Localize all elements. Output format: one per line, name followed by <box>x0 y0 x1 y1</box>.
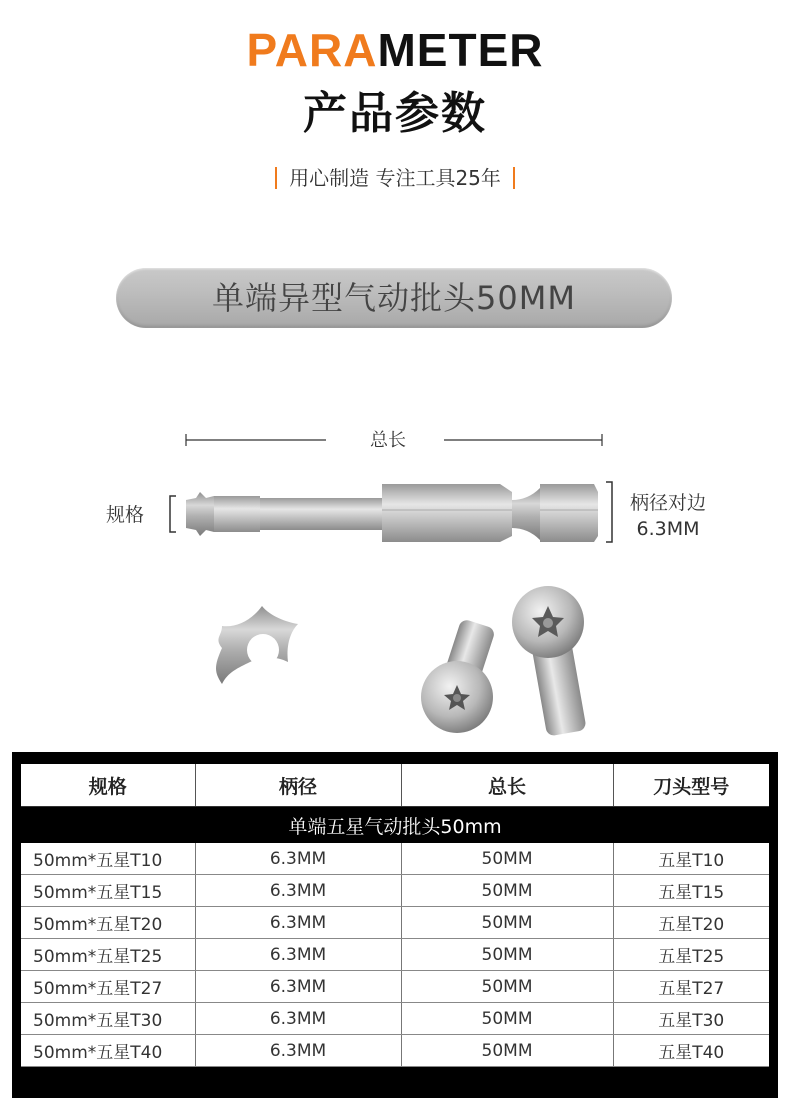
cell-shank: 6.3MM <box>195 939 401 971</box>
total-length-label: 总长 <box>370 430 406 451</box>
header-bit-model: 刀头型号 <box>613 764 769 807</box>
header-spec: 规格 <box>21 764 195 807</box>
cell-model: 五星T40 <box>613 1035 769 1067</box>
shank-label-line2: 6.3MM <box>636 518 700 540</box>
cell-spec: 50mm*五星T27 <box>21 971 195 1003</box>
product-diagram <box>0 400 790 740</box>
table-row <box>21 843 769 875</box>
product-name-banner: 单端异型气动批头50MM <box>116 268 672 328</box>
table-row <box>21 971 769 1003</box>
cell-model: 五星T27 <box>613 971 769 1003</box>
title-en-black: METER <box>377 24 544 76</box>
cell-length: 50MM <box>401 1003 613 1035</box>
cell-shank: 6.3MM <box>195 1003 401 1035</box>
cell-shank: 6.3MM <box>195 907 401 939</box>
cell-length: 50MM <box>401 907 613 939</box>
table-row <box>21 907 769 939</box>
cell-spec: 50mm*五星T15 <box>21 875 195 907</box>
header-total-length: 总长 <box>401 764 613 807</box>
slogan-right-bar <box>513 167 515 189</box>
cell-length: 50MM <box>401 875 613 907</box>
spec-table <box>21 764 769 1067</box>
shank-bracket <box>606 482 612 542</box>
slogan-left-bar <box>275 167 277 189</box>
cell-shank: 6.3MM <box>195 971 401 1003</box>
cell-length: 50MM <box>401 939 613 971</box>
torx-screws-image <box>421 586 587 737</box>
parameter-title <box>0 24 790 76</box>
slogan-text: 用心制造 专注工具25年 <box>289 166 501 190</box>
table-row <box>21 1035 769 1067</box>
cell-spec: 50mm*五星T25 <box>21 939 195 971</box>
header-shank: 柄径 <box>195 764 401 807</box>
cell-spec: 50mm*五星T40 <box>21 1035 195 1067</box>
table-group-row <box>21 807 769 844</box>
cell-shank: 6.3MM <box>195 875 401 907</box>
cell-model: 五星T25 <box>613 939 769 971</box>
spec-table-frame <box>12 752 778 1098</box>
cell-length: 50MM <box>401 1035 613 1067</box>
table-row <box>21 1003 769 1035</box>
cell-length: 50MM <box>401 843 613 875</box>
slogan <box>0 160 790 196</box>
spec-bracket <box>170 496 176 532</box>
cell-model: 五星T10 <box>613 843 769 875</box>
cell-shank: 6.3MM <box>195 843 401 875</box>
torx-star-image <box>216 606 298 684</box>
shank-label-line1: 柄径对边 <box>630 492 707 514</box>
cell-spec: 50mm*五星T10 <box>21 843 195 875</box>
shank-label <box>630 490 706 542</box>
cell-model: 五星T15 <box>613 875 769 907</box>
cell-length: 50MM <box>401 971 613 1003</box>
product-params-title: 产品参数 <box>303 88 487 139</box>
spec-label: 规格 <box>106 504 145 526</box>
cell-model: 五星T20 <box>613 907 769 939</box>
cell-spec: 50mm*五星T30 <box>21 1003 195 1035</box>
cell-spec: 50mm*五星T20 <box>21 907 195 939</box>
table-row <box>21 939 769 971</box>
torx-bit-image <box>186 484 598 542</box>
table-header-row <box>21 764 769 807</box>
cell-shank: 6.3MM <box>195 1035 401 1067</box>
table-row <box>21 875 769 907</box>
cell-model: 五星T30 <box>613 1003 769 1035</box>
group-title: 单端五星气动批头50mm <box>21 807 769 844</box>
title-en-orange: PARA <box>246 24 378 76</box>
